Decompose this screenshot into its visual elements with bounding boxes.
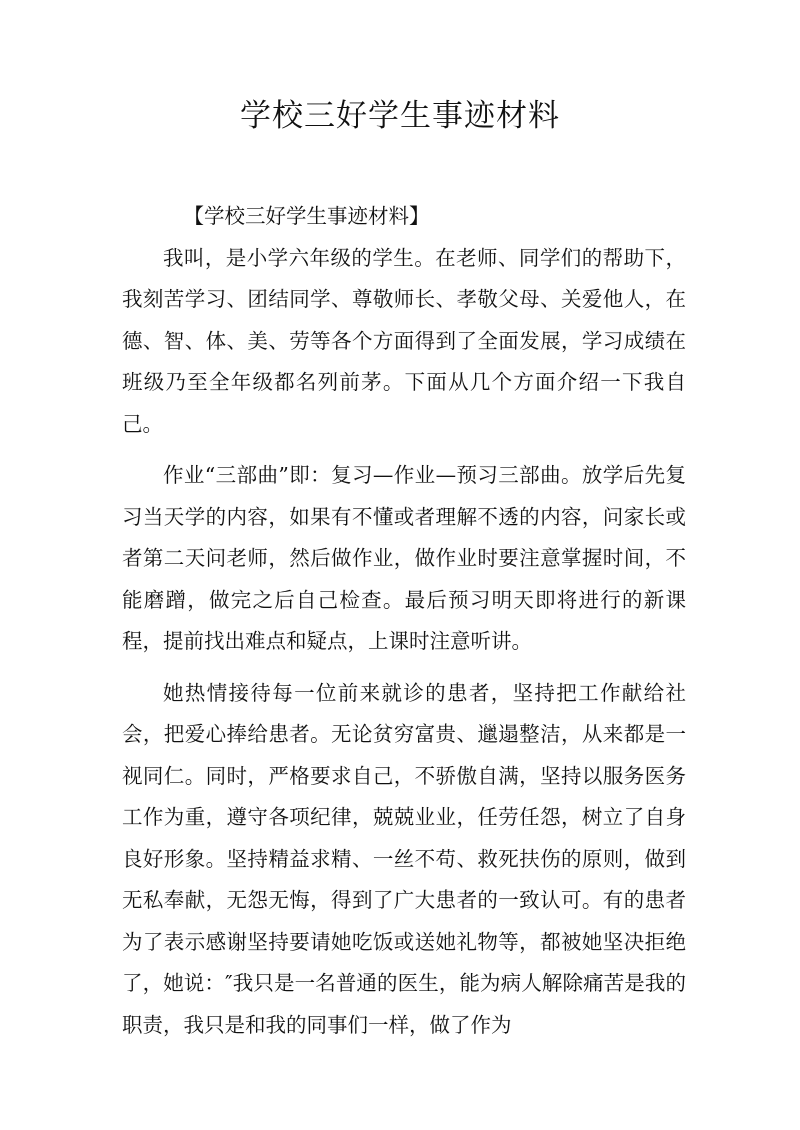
document-title: 学校三好学生事迹材料 bbox=[240, 98, 560, 134]
paragraph-homework: 作业“三部曲”即：复习—作业—预习三部曲。放学后先复习当天学的内容，如果有不懂或者理解不透的内容，问家长或者第二天问老师，然后做作业，做作业时要注意掌握时间，不能磨蹭，做完之后自己检查。最后预习明天即将进行的新课程，提前找出难点和疑点，上课时注意听讲。 bbox=[122, 463, 686, 653]
paragraph-service: 她热情接待每一位前来就诊的患者，坚持把工作献给社会，把爱心捧给患者。无论贫穷富贵、邋遢整洁，从来都是一视同仁。同时，严格要求自己，不骄傲自满，坚持以服务医务工作为重，遵守各项纪律，兢兢业业，任劳任怨，树立了自身良好形象。坚持精益求精、一丝不苟、救死扶伤的原则，做到无私奉献，无怨无悔，得到了广大患者的一致认可。有的患者为了表示感谢坚持要请她吃饭或送她礼物等，都被她坚决拒绝了，她说：″我只是一名普通的医生，能为病人解除痛苦是我的职责，我只是和我的同事们一样，做了作为 bbox=[122, 680, 686, 1037]
document-subtitle: 【学校三好学生事迹材料】 bbox=[183, 204, 430, 228]
document-body bbox=[122, 196, 686, 1046]
paragraph-intro: 我叫，是小学六年级的学生。在老师、同学们的帮助下，我刻苦学习、团结同学、尊敬师长、孝敬父母、关爱他人，在德、智、体、美、劳等各个方面得到了全面发展，学习成绩在班级乃至全年级都名列前茅。下面从几个方面介绍一下我自己。 bbox=[122, 245, 686, 436]
